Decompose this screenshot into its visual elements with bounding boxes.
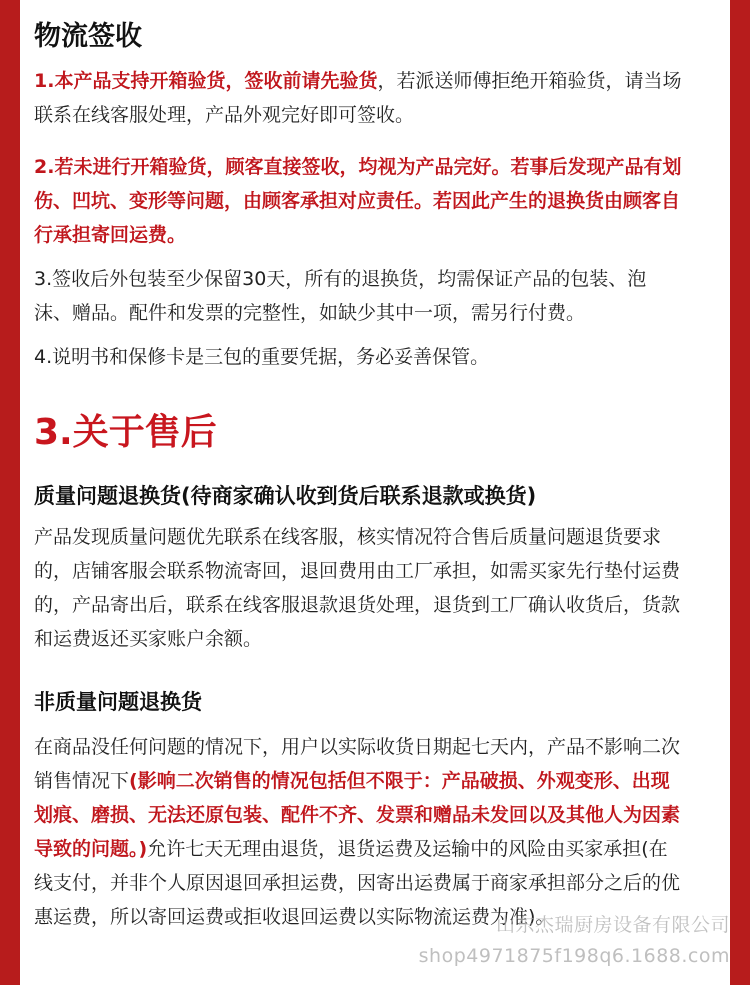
nonquality-highlight: (影响二次销售的情况包括但不限于：产品破损、外观变形、出现划痕、磨损、无法还原包装、配件不齐、发票和赠品未发回以及其他人为因素导致的问题。) xyxy=(34,770,681,860)
item-1 xyxy=(34,64,684,132)
nonquality-return-body xyxy=(34,730,684,934)
quality-return-heading: 质量问题退换货(待商家确认收到货后联系退款或换货) xyxy=(34,484,537,508)
quality-return-body: 产品发现质量问题优先联系在线客服，核实情况符合售后质量问题退货要求的，店铺客服会联系物流寄回，退回费用由工厂承担，如需买家先行垫付运费的，产品寄出后，联系在线客服退款退货处理，退货到工厂确认收货后，货款和运费返还买家账户余额。 xyxy=(34,526,681,650)
section-title: 3.关于售后 xyxy=(34,412,217,453)
item-4: 4.说明书和保修卡是三包的重要凭据，务必妥善保管。 xyxy=(34,346,490,368)
item-3: 3.签收后外包装至少保留30天，所有的退换货，均需保证产品的包装、泡沫、赠品。配件和发票的完整性，如缺少其中一项，需另行付费。 xyxy=(34,268,647,324)
watermark-shop-url: shop4971875f198q6.1688.com xyxy=(418,945,730,967)
item-2: 2.若未进行开箱验货，顾客直接签收，均视为产品完好。若事后发现产品有划伤、凹坑、变形等问题，由顾客承担对应责任。若因此产生的退换货由顾客自行承担寄回运费。 xyxy=(34,156,682,246)
item-1-text: ，若派送师傅拒绝开箱验货，请当场联系在线客服处理，产品外观完好即可签收。 xyxy=(34,70,682,126)
nonquality-text-b: 允许七天无理由退货，退货运费及运输中的风险由买家承担(在线支付，并非个人原因退回承担运费，因寄出运费属于商家承担部分之后的优惠运费，所以寄回运费或拒收退回运费以实际物流运费为准)。 xyxy=(34,838,681,928)
nonquality-return-heading: 非质量问题退换货 xyxy=(34,690,202,714)
nonquality-text-a: 在商品没任何问题的情况下，用户以实际收货日期起七天内，产品不影响二次销售情况下 xyxy=(34,736,681,792)
item-1-highlight: 1.本产品支持开箱验货，签收前请先验货 xyxy=(34,70,378,92)
watermark-company: 山东杰瑞厨房设备有限公司 xyxy=(495,914,730,936)
logistics-heading: 物流签收 xyxy=(34,21,142,52)
